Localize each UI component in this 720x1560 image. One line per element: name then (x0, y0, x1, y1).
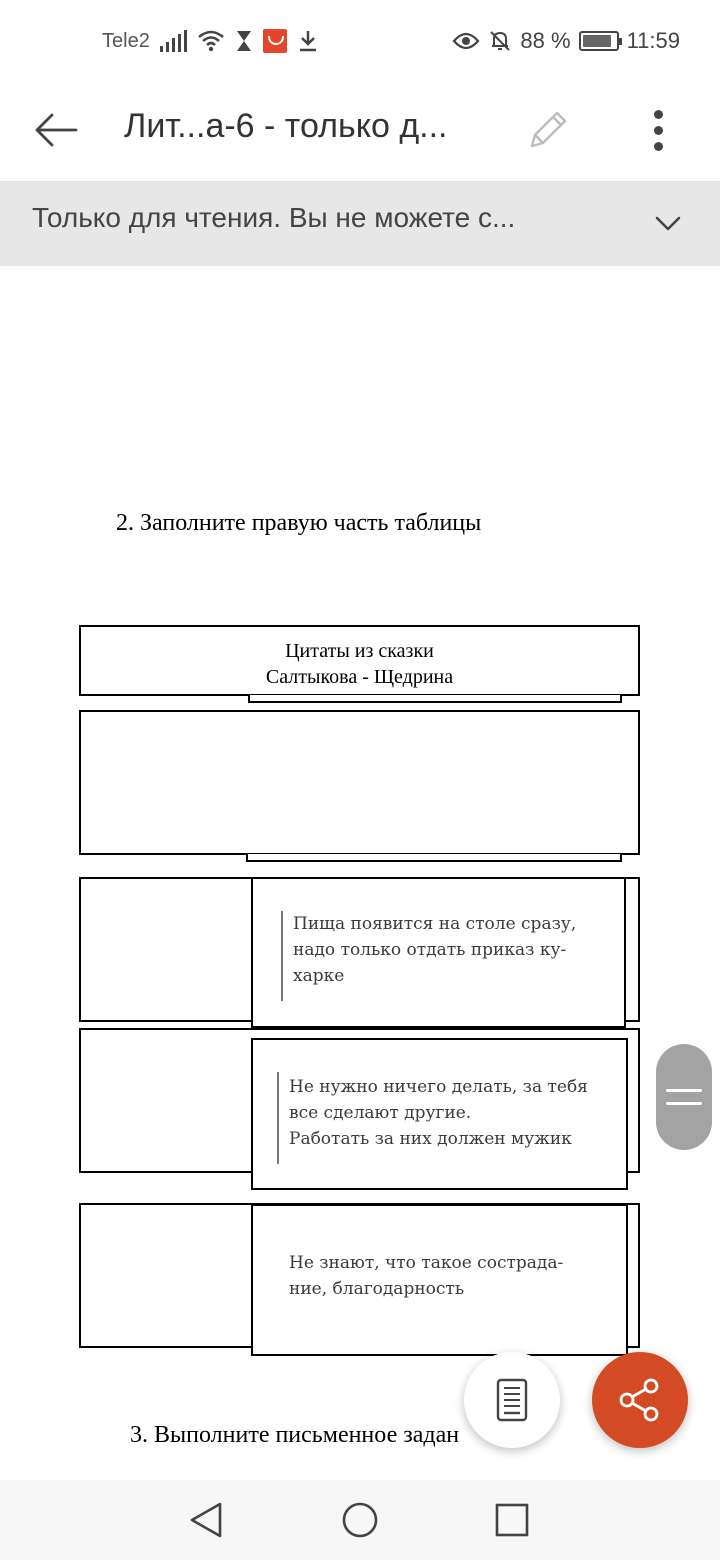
system-nav-bar (0, 1480, 720, 1560)
quote-text: Не нужно ничего делать, за тебя все сделают другие. Работать за них должен мужик (289, 1077, 588, 1149)
battery-percent: 88 % (520, 28, 571, 53)
table-row (79, 710, 640, 855)
banner-expand-button[interactable] (648, 204, 688, 244)
arrow-left-icon (32, 110, 80, 150)
read-only-message: Только для чтения. Вы не можете с... (32, 202, 516, 233)
more-vertical-icon (654, 110, 663, 119)
signal-icon (160, 30, 187, 52)
document-title: Лит...а-6 - только д... (124, 107, 448, 145)
read-only-banner[interactable] (0, 182, 720, 266)
nav-home-button[interactable] (336, 1496, 384, 1544)
table-header-line-1: Цитаты из сказки (285, 640, 434, 662)
image-fragment (248, 695, 622, 703)
nav-recents-button[interactable] (488, 1496, 536, 1544)
nav-home-icon (340, 1500, 380, 1540)
share-button[interactable] (592, 1352, 688, 1448)
image-fragment (246, 854, 622, 862)
table-header-cell (79, 625, 640, 696)
nav-recents-icon (494, 1502, 530, 1538)
share-icon (617, 1377, 663, 1423)
quote-image (251, 1038, 628, 1190)
quote-image (251, 1204, 628, 1356)
pencil-icon (524, 106, 572, 154)
more-options-button[interactable] (636, 100, 680, 160)
reading-mode-icon (496, 1378, 528, 1422)
nav-back-icon (188, 1500, 224, 1540)
back-button[interactable] (28, 102, 84, 158)
hourglass-icon (235, 29, 253, 53)
status-bar (0, 0, 720, 84)
quote-bar (281, 911, 283, 1001)
bell-off-icon (488, 29, 512, 53)
nav-back-button[interactable] (182, 1496, 230, 1544)
app-notification-icon (263, 29, 287, 53)
wifi-icon (197, 29, 225, 53)
status-icons-right (452, 26, 680, 56)
download-icon (297, 29, 319, 53)
task-2-heading: 2. Заполните правую часть таблицы (116, 510, 482, 536)
chevron-down-icon (655, 216, 681, 232)
fast-scroll-handle[interactable] (656, 1044, 712, 1150)
clock: 11:59 (626, 28, 680, 53)
quote-image (251, 877, 626, 1028)
document-view[interactable] (0, 266, 720, 1480)
app-bar (0, 84, 720, 182)
quote-bar (277, 1072, 279, 1164)
edit-button[interactable] (518, 100, 578, 160)
reading-mode-button[interactable] (464, 1352, 560, 1448)
quote-text: Пища появится на столе сразу, надо только отдать приказ ку- харке (293, 914, 577, 986)
battery-icon (579, 31, 619, 51)
carrier-label: Tele2 (102, 30, 150, 52)
status-icons-left (160, 26, 319, 56)
table-header-line-2: Салтыкова - Щедрина (265, 666, 454, 688)
quote-text: Не знают, что такое сострада- ние, благодарность (289, 1253, 564, 1299)
eye-icon (452, 31, 480, 51)
task-3-heading: 3. Выполните письменное задан (130, 1422, 460, 1448)
